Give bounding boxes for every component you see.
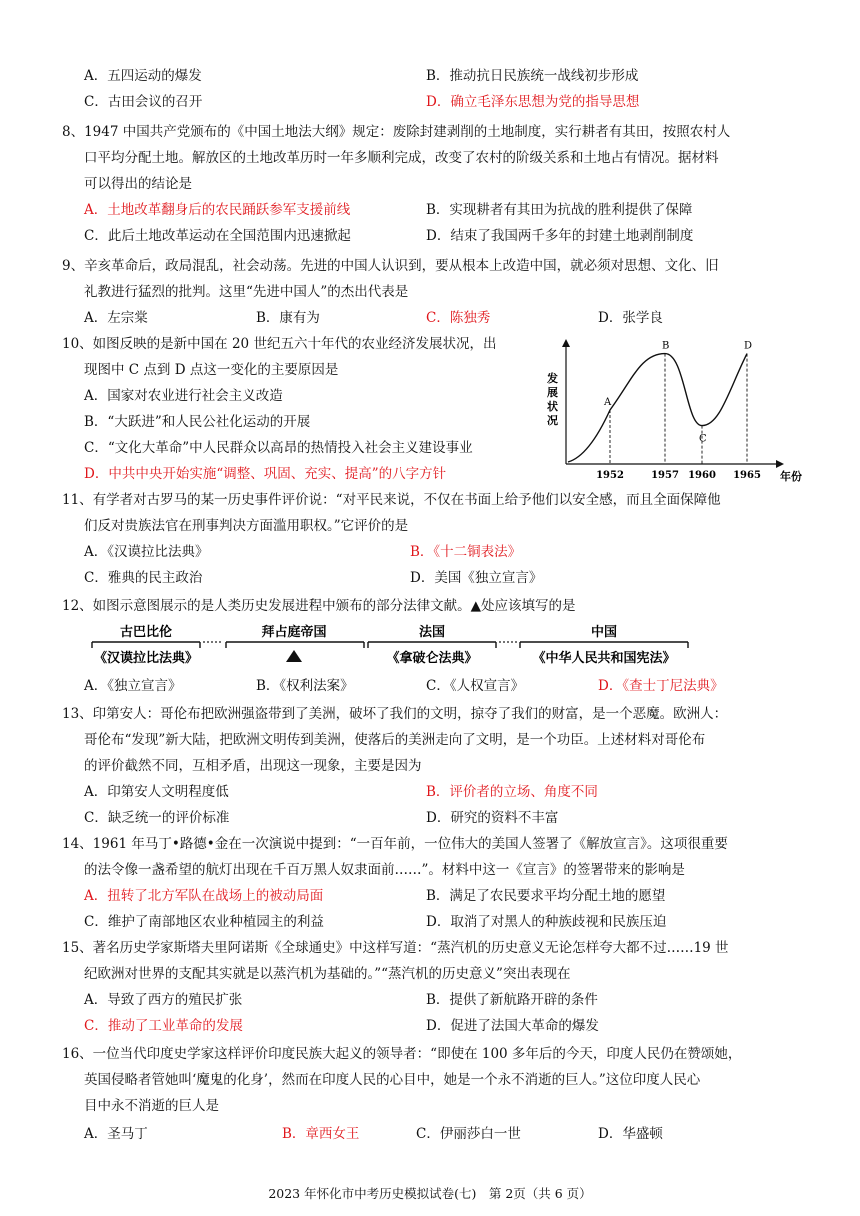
q13-option-a: A．印第安人文明程度低	[84, 784, 229, 800]
x-axis-label: 年份	[780, 470, 802, 483]
q15-option-a: A．导致了西方的殖民扩张	[84, 992, 243, 1008]
q7-option-a: A．五四运动的爆发	[84, 68, 202, 84]
q12-option-a: A．《独立宣言》	[84, 678, 182, 694]
q13-stem-line2: 哥伦布“发现”新大陆，把欧洲文明传到美洲，使落后的美洲走向了文明，是一个功臣。上述材料对哥伦布	[84, 732, 706, 748]
q14-option-a-answer: A．扭转了北方军队在战场上的被动局面	[84, 888, 324, 904]
x-tick-label: 1960	[688, 470, 716, 481]
q8-option-c: C．此后土地改革运动在全国范围内迅速掀起	[84, 228, 351, 244]
q12-stem-line1: 12、如图示意图展示的是人类历史发展进程中颁布的部分法律文献。▲处应该填写的是	[62, 598, 576, 614]
q14-stem-line1: 14、1961 年马丁•路德•金在一次演说中提到：“一百年前，一位伟大的美国人签署了《解放宣言》。这项很重要	[62, 836, 728, 852]
q10-option-b: B．“大跃进”和人民公社化运动的开展	[84, 414, 311, 430]
y-axis-label-char: 展	[547, 386, 558, 399]
q13-stem-line1: 13、印第安人：哥伦布把欧洲强盗带到了美洲，破坏了我们的文明，掠夺了我们的财富，是一个恶魔。欧洲人：	[62, 706, 728, 722]
point-label-d: D	[744, 340, 753, 352]
q8-option-d: D．结束了我国两千多年的封建土地剥削制度	[426, 228, 694, 244]
q16-stem-line3: 目中永不消逝的巨人是	[84, 1098, 219, 1114]
q14-stem-line2: 的法令像一盏希望的航灯出现在千百万黑人奴隶面前……”。材料中这一《宣言》的签署带来的影响是	[84, 862, 685, 878]
page-footer: 2023 年怀化市中考历史模拟试卷(七) 第 2页（共 6 页）	[268, 1186, 592, 1201]
q8-option-b: B．实现耕者有其田为抗战的胜利提供了保障	[426, 202, 693, 218]
series-line	[568, 354, 747, 462]
q11-stem-line1: 11、有学者对古罗马的某一历史事件评价说：“对平民来说，不仅在书面上给予他们以安全感，而且全面保障他	[62, 492, 721, 508]
q15-option-b: B．提供了新航路开辟的条件	[426, 992, 598, 1008]
q10-option-c: C．“文化大革命”中人民群众以高昂的热情投入社会主义建设事业	[84, 440, 473, 456]
q9-option-b: B．康有为	[256, 310, 320, 326]
q7-option-c: C．古田会议的召开	[84, 94, 203, 110]
y-axis-label	[546, 371, 558, 427]
missing-document-marker	[286, 650, 302, 662]
x-tick-label: 1957	[651, 470, 679, 481]
q9-option-a: A．左宗棠	[84, 310, 148, 326]
q15-option-c-answer: C．推动了工业革命的发展	[84, 1018, 243, 1034]
q13-option-d: D．研究的资料不丰富	[426, 810, 559, 826]
q10-option-d-answer: D．中共中央开始实施“调整、巩固、充实、提高”的八字方针	[84, 466, 447, 482]
q16-option-a: A．圣马丁	[84, 1126, 148, 1142]
q9-option-d: D．张学良	[598, 310, 663, 326]
q15-stem-line2: 纪欧洲对世界的支配其实就是以蒸汽机为基础的。”“蒸汽机的历史意义”突出表现在	[84, 966, 571, 982]
q7-option-d-answer: D．确立毛泽东思想为党的指导思想	[426, 94, 640, 110]
q11-option-c: C．雅典的民主政治	[84, 570, 203, 586]
y-axis-label-char: 况	[547, 414, 558, 427]
q8-stem-line2: 口平均分配土地。解放区的土地改革历时一年多顺利完成，改变了农村的阶级关系和土地占有情况。据材料	[84, 150, 719, 166]
y-axis-label-char: 发	[547, 372, 558, 385]
q7-option-b: B．推动抗日民族统一战线初步形成	[426, 68, 639, 84]
q16-option-c: C．伊丽莎白一世	[416, 1126, 521, 1142]
legal-documents-timeline	[84, 620, 694, 668]
q13-stem-line3: 的评价截然不同，互相矛盾，出现这一现象，主要是因为	[84, 758, 422, 774]
point-label-a: A	[604, 397, 612, 408]
q16-option-b-answer: B．章西女王	[282, 1126, 360, 1142]
q13-option-b-answer: B．评价者的立场、角度不同	[426, 784, 598, 800]
q16-stem-line1: 16、一位当代印度史学家这样评价印度民族大起义的领导者：“即使在 100 多年后的今天，印度人民仍在赞颂她，	[62, 1046, 742, 1062]
q12-option-b: B．《权利法案》	[256, 678, 354, 694]
q8-stem-line1: 8、1947 中国共产党颁布的《中国土地法大纲》规定：废除封建剥削的土地制度，实行耕者有其田，按照农村人	[62, 124, 731, 140]
point-label-b: B	[662, 340, 670, 352]
q15-stem-line1: 15、著名历史学家斯塔夫里阿诺斯《全球通史》中这样写道：“蒸汽机的历史意义无论怎样夸大都不过……19 世	[62, 940, 729, 956]
point-label-c: C	[699, 433, 707, 445]
q14-option-b: B．满足了农民要求平均分配土地的愿望	[426, 888, 666, 904]
q10-stem-line2: 现图中 C 点到 D 点这一变化的主要原因是	[84, 362, 339, 378]
q8-stem-line3: 可以得出的结论是	[84, 176, 192, 192]
q11-option-a: A．《汉谟拉比法典》	[84, 544, 209, 560]
q14-option-d: D．取消了对黑人的种族歧视和民族压迫	[426, 914, 667, 930]
q16-stem-line2: 英国侵略者管她叫‘魔鬼的化身’，然而在印度人民的心目中，她是一个永不消逝的巨人。”这位印度人民心	[84, 1072, 701, 1088]
q9-option-c-answer: C．陈独秀	[426, 310, 491, 326]
timeline-bottom-1: 《汉谟拉比法典》	[93, 651, 199, 666]
q14-option-c: C．维护了南部地区农业种植园主的利益	[84, 914, 324, 930]
timeline-top-2: 拜占庭帝国	[261, 625, 327, 640]
q10-stem-line1: 10、如图反映的是新中国在 20 世纪五六十年代的农业经济发展状况，出	[62, 336, 497, 352]
q13-option-c: C．缺乏统一的评价标准	[84, 810, 230, 826]
q9-stem-line2: 礼教进行猛烈的批判。这里“先进中国人”的杰出代表是	[84, 284, 409, 300]
q12-option-c: C．《人权宣言》	[426, 678, 525, 694]
timeline-bottom-4: 《中华人民共和国宪法》	[532, 651, 676, 666]
q10-option-a: A．国家对农业进行社会主义改造	[84, 388, 283, 404]
timeline-top-1: 古巴比伦	[119, 625, 173, 640]
x-tick-label: 1965	[733, 470, 761, 481]
timeline-top-4: 中国	[590, 625, 618, 640]
q11-option-d: D．美国《独立宣言》	[410, 570, 543, 586]
x-tick-labels	[596, 470, 761, 481]
q11-option-b-answer: B．《十二铜表法》	[410, 544, 522, 560]
q8-option-a-answer: A．土地改革翻身后的农民踊跃参军支援前线	[84, 202, 351, 218]
q16-option-d: D．华盛顿	[598, 1126, 663, 1142]
q9-stem-line1: 9、辛亥革命后，政局混乱，社会动荡。先进的中国人认识到，要从根本上改造中国，就必须对思想、文化、旧	[62, 258, 719, 274]
timeline-bottom-3: 《拿破仑法典》	[386, 651, 478, 666]
q12-option-d-answer: D．《查士丁尼法典》	[598, 678, 724, 694]
q11-stem-line2: 们反对贵族法官在刑事判决方面滥用职权。”它评价的是	[84, 518, 409, 534]
x-tick-label: 1952	[596, 470, 624, 481]
agriculture-development-chart	[544, 334, 806, 484]
q15-option-d: D．促进了法国大革命的爆发	[426, 1018, 599, 1034]
y-axis-label-char: 状	[547, 400, 558, 413]
timeline-top-3: 法国	[418, 625, 446, 640]
